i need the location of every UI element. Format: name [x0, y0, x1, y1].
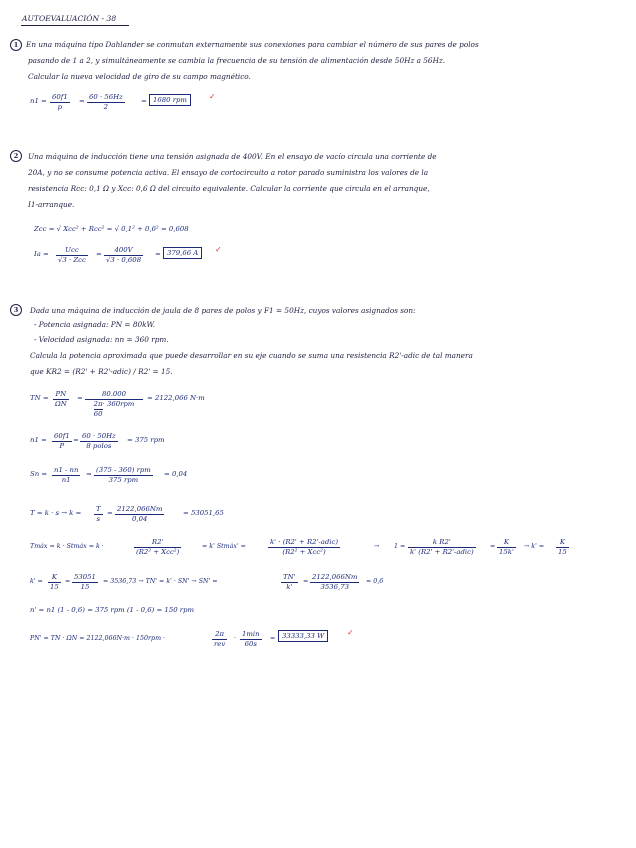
- problem-3-number: 3: [10, 304, 22, 316]
- p1-eq-lhs: n1 =: [30, 97, 47, 105]
- problem-1-text-line-2: pasando de 1 a 2, y simultáneamente se cambia la frecuencia de su tensión de alimentación desde 50Hz a 56Hz.: [28, 56, 446, 65]
- p3-pn-fraction-1-numerator: 2π: [212, 630, 227, 640]
- p3-n1-fraction-2-numerator: 60 · 50Hz: [82, 432, 116, 440]
- p3-kp-fraction-1: [48, 573, 61, 592]
- p3-n1-fraction-2: [80, 432, 118, 451]
- p3-result-box: 33333,33 W: [278, 630, 328, 642]
- p3-tn-fraction-2-denominator: [85, 400, 143, 419]
- p3-pn-fraction-1: [212, 630, 227, 649]
- p2-fraction-1-numerator: Ucc: [56, 246, 88, 256]
- p2-check-mark: ✓: [215, 245, 222, 254]
- p3-kp-fraction-1-denominator: 15: [50, 583, 59, 591]
- p2-zcc-equation: Zcc = √ Xcc² + Rcc² = √ 0,1² + 0,6² = 0,608: [34, 225, 189, 233]
- p3-kp-fraction-3-numerator: TN': [283, 573, 296, 581]
- p3-sn-fraction-1-numerator: n1 - nn: [54, 466, 79, 474]
- p3-tmax-fraction-4: [497, 538, 516, 557]
- problem-1-text-line-3: Calcular la nueva velocidad de giro de su campo magnético.: [28, 72, 251, 81]
- p3-tmax-fraction-1-numerator: R2': [134, 538, 181, 548]
- problem-1-text-line-1: En una máquina tipo Dahlander se conmutan externamente sus conexiones para cambiar el número de sus pares de polos: [26, 40, 479, 49]
- p3-sn-fraction-2: [94, 466, 153, 485]
- p3-tmax-arrow-1: →: [374, 543, 380, 550]
- p3-kp-equals: =: [65, 578, 71, 585]
- p3-pn-lhs: PN' = TN · ΩN = 2122,066N·m · 150rpm ·: [30, 635, 166, 642]
- p3-tmax-lhs: Tmáx = k · Stmáx = k ·: [30, 543, 104, 550]
- p1-result-box: 1680 rpm: [149, 94, 191, 106]
- p3-n1-fraction-2-denominator: 8 polos: [86, 442, 112, 450]
- problem-3-text-line-3: - Velocidad asignada: nn = 360 rpm.: [34, 335, 169, 344]
- p3-pn-fraction-2: [240, 630, 262, 649]
- p3-tmax-fraction-5-denominator: 15: [558, 548, 567, 556]
- p3-n1-rhs: = 375 rpm: [127, 436, 165, 444]
- p2-fraction-1-denominator: √3 · Zcc: [58, 256, 86, 264]
- problem-2-number: 2: [10, 150, 22, 162]
- p3-pn-fraction-2-denominator: 60s: [244, 640, 257, 648]
- p3-k-equals: =: [107, 509, 113, 517]
- p3-tmax-fraction-2-denominator: (R2² + Xcc²): [282, 548, 326, 556]
- p3-tmax-fraction-3-numerator: k R2': [408, 538, 476, 548]
- p3-pn-fraction-2-numerator: 1min: [242, 630, 260, 638]
- p1-fraction-1: [50, 93, 70, 112]
- p3-n-prime-equation: n' = n1 (1 - 0,6) = 375 rpm (1 - 0,6) = 150 rpm: [30, 606, 195, 614]
- p3-k-fraction-2: [115, 505, 164, 524]
- p1-fraction-2: [87, 93, 125, 112]
- p3-tmax-arrow-2: → k' =: [524, 543, 545, 550]
- p3-pn-dot: ·: [234, 635, 237, 642]
- page-title: AUTOEVALUACIÓN - 38: [22, 14, 117, 23]
- problem-2-text-line-3: resistencia Rcc: 0,1 Ω y Xcc: 0,6 Ω del circuito equivalente. Calcular la corriente que circula en el arranque,: [28, 184, 430, 193]
- problem-3-text-line-4: Calcula la potencia aproximada que puede desarrollar en su eje cuando se suma una resistencia R2'-adic de tal manera: [30, 351, 473, 360]
- p3-kp-rhs: = 0,6: [366, 578, 384, 585]
- p2-equals-2: =: [155, 250, 161, 258]
- p3-tmax-one: 1 =: [394, 543, 406, 550]
- p3-kp-equals-2: =: [303, 578, 309, 585]
- p3-tmax-fraction-4-denominator: 15k': [499, 548, 514, 556]
- p3-sn-fraction-2-denominator: 375 rpm: [108, 476, 139, 484]
- p3-tn-inner-numerator: 2π: [93, 400, 103, 408]
- p3-n1-lhs: n1 =: [30, 436, 47, 444]
- p3-sn-lhs: Sn =: [30, 470, 48, 478]
- p1-fraction-1-numerator: 60f1: [52, 93, 68, 101]
- p1-check-mark: ✓: [209, 92, 216, 101]
- problem-2-text-line-2: 20A, y no se consume potencia activa. El ensayo de cortocircuito a rotor parado suministra los valores de la: [28, 168, 429, 177]
- p2-fraction-2-numerator: 400V: [104, 246, 143, 256]
- p3-tn-fraction-2-numerator: 80.000: [85, 390, 143, 400]
- p3-k-lhs: T = k · s → k =: [30, 509, 82, 517]
- p3-tmax-fraction-1: [134, 538, 181, 557]
- p3-kp-fraction-3: [281, 573, 298, 592]
- p3-sn-fraction-1-denominator: n1: [61, 476, 71, 484]
- problem-3-text-line-2: - Potencia asignada: PN = 80kW.: [34, 320, 156, 329]
- p3-tmax-fraction-2: [268, 538, 340, 557]
- p3-tmax-fraction-4-numerator: K: [497, 538, 516, 548]
- p3-kp-fraction-3-denominator: k': [286, 583, 293, 591]
- p3-n1-fraction-1-denominator: P: [59, 442, 65, 450]
- p3-tn-inner-fraction: [94, 400, 103, 419]
- p2-equals: =: [96, 250, 102, 258]
- p3-pn-equals: =: [270, 635, 276, 642]
- p3-tn-inner-denominator: 60: [93, 410, 103, 418]
- p3-k-fraction-1-numerator: T: [96, 505, 101, 513]
- p3-tmax-fraction-3: [408, 538, 476, 557]
- p3-kp-fraction-4: [310, 573, 359, 592]
- problem-3-text-line-5: que KR2 = (R2' + R2'-adic) / R2' = 15.: [30, 367, 173, 376]
- p2-result-box: 379,66 A: [163, 247, 202, 259]
- p3-tmax-equals: =: [490, 543, 496, 550]
- p1-fraction-1-denominator: p: [57, 103, 63, 111]
- p3-tn-fraction-1: [53, 390, 69, 409]
- p3-kp-fraction-2-denominator: 15: [80, 583, 90, 591]
- p3-tn-fraction-2: [85, 390, 143, 419]
- p3-tn-equals: =: [77, 394, 83, 402]
- p3-kp-fraction-2-numerator: 53051: [74, 573, 96, 581]
- p3-sn-rhs: = 0,04: [164, 470, 188, 478]
- p3-tn-fraction-1-numerator: PN: [53, 390, 69, 400]
- p3-tn-speed: · 360rpm: [102, 400, 135, 408]
- p3-tmax-fraction-2-numerator: k' · (R2' + R2'-adic): [270, 538, 339, 546]
- p3-k-rhs: = 53051,65: [183, 509, 224, 517]
- p3-tn-fraction-1-denominator: ΩN: [55, 400, 67, 408]
- p3-kp-fraction-4-numerator: 2122,066Nm: [312, 573, 358, 581]
- problem-1-number: 1: [10, 39, 22, 51]
- p1-fraction-2-numerator: 60 · 56Hz: [89, 93, 123, 101]
- title-underline: [21, 25, 129, 26]
- p1-equals-2: =: [141, 97, 147, 105]
- p3-k-fraction-1: [94, 505, 103, 524]
- p3-sn-fraction-2-numerator: (375 - 360) rpm: [96, 466, 151, 474]
- p2-fraction-2-denominator: √3 · 0,608: [106, 256, 142, 264]
- p1-equals: =: [79, 97, 85, 105]
- p3-kp-mid: = 3536,73 → TN' = k' · SN' → SN' =: [103, 578, 218, 585]
- p3-k-fraction-1-denominator: s: [96, 515, 101, 523]
- p1-fraction-2-denominator: 2: [103, 103, 109, 111]
- p3-pn-fraction-1-denominator: rev: [214, 640, 226, 648]
- p3-tmax-mid: = k' Stmáx' =: [202, 543, 246, 550]
- p2-ia-lhs: Ia =: [34, 250, 49, 258]
- p3-n1-equals: =: [73, 436, 79, 444]
- problem-2-text-line-1: Una máquina de inducción tiene una tensión asignada de 400V. En el ensayo de vacío circula una corriente de: [28, 152, 437, 161]
- p3-tmax-fraction-5-numerator: K: [556, 538, 569, 548]
- p3-k-fraction-2-denominator: 0,04: [132, 515, 148, 523]
- p2-fraction-2: [104, 246, 143, 265]
- p3-n1-fraction-1-numerator: 60f1: [54, 432, 70, 440]
- p3-kp-lhs: k' =: [30, 578, 43, 585]
- p3-kp-fraction-2: [72, 573, 98, 592]
- p3-tmax-fraction-1-denominator: (R2² + Xcc²): [136, 548, 180, 556]
- p3-check-mark: ✓: [347, 628, 354, 637]
- p3-sn-fraction-1: [52, 466, 80, 485]
- problem-2-text-line-4: I1-arranque.: [28, 200, 75, 209]
- p3-kp-fraction-1-numerator: K: [48, 573, 61, 583]
- p2-fraction-1: [56, 246, 88, 265]
- problem-3-text-line-1: Dada una máquina de inducción de jaula de 8 pares de polos y F1 = 50Hz, cuyos valores asignados son:: [30, 306, 416, 315]
- p3-tn-lhs: TN =: [30, 394, 49, 402]
- p3-tn-rhs: = 2122,066 N·m: [147, 394, 205, 402]
- p3-tmax-fraction-5: [556, 538, 569, 557]
- p3-k-fraction-2-numerator: 2122,066Nm: [117, 505, 163, 513]
- p3-sn-equals: =: [86, 470, 92, 478]
- p3-kp-fraction-4-denominator: 3536,73: [320, 583, 349, 591]
- p3-tmax-fraction-3-denominator: k' (R2' + R2'-adic): [410, 548, 474, 556]
- p3-n1-fraction-1: [52, 432, 72, 451]
